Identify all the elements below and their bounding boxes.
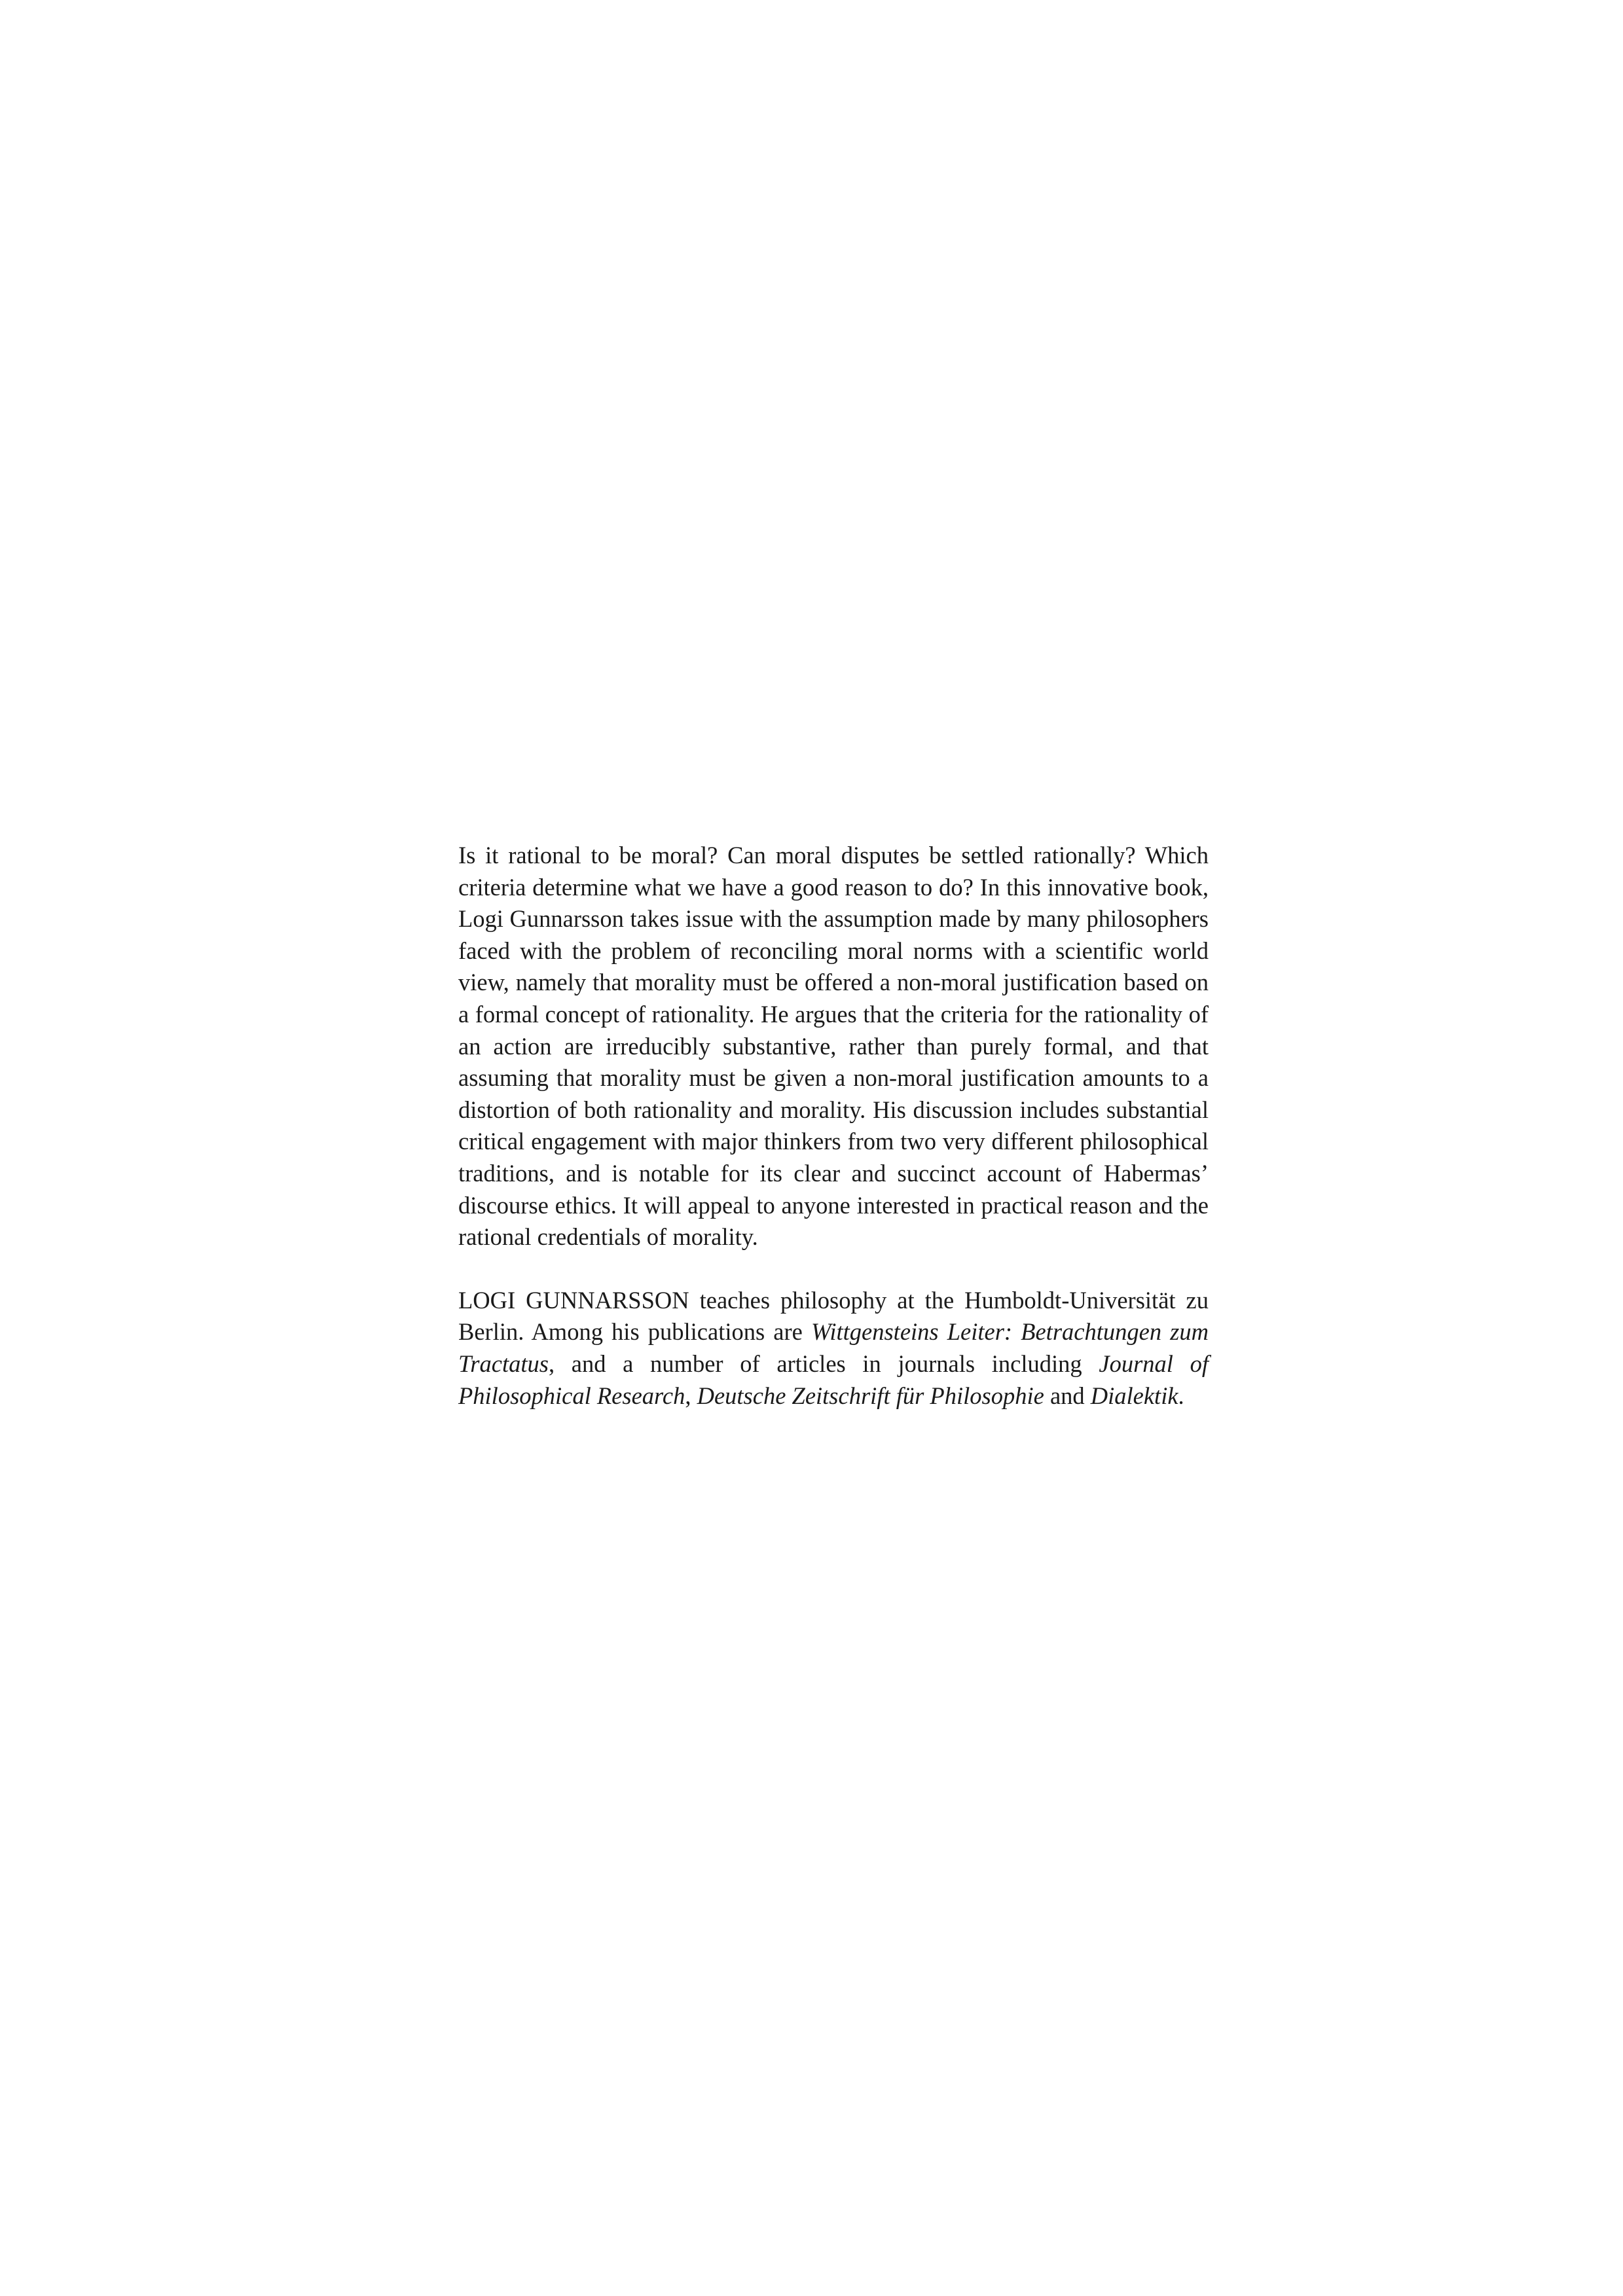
bio-text: teaches philosophy at the Humboldt-Universität zu Berlin. Among his publications are: [458, 1286, 1209, 1346]
publication-title: Wittgensteins Leiter: Betrachtungen zum Tractatus: [458, 1318, 1209, 1377]
bio-text: and: [1044, 1382, 1091, 1409]
book-description: Is it rational to be moral? Can moral disputes be settled rationally? Which criteria determine what we have a good reason to do? In this innovative book, Logi Gunnarsson takes issue with the assumption made by many philosophers faced with the problem of reconciling moral norms with a scientific world view, namely that morality must be offered a non-moral justification based on a formal concept of rationality. He argues that the criteria for the rationality of an action are irreducibly substantive, rather than purely formal, and that assuming that morality must be given a non-moral justification amounts to a distortion of both rationality and morality. His discussion includes substantial critical engagement with major thinkers from two very different philosophical traditions, and is notable for its clear and succinct account of Habermas’ discourse ethics. It will appeal to anyone interested in practical reason and the rational credentials of morality.: [458, 842, 1209, 1251]
author-bio: [458, 1285, 1209, 1412]
author-name: LOGI GUNNARSSON: [458, 1286, 689, 1314]
bio-text: .: [1178, 1382, 1184, 1409]
journal-title: Journal of Philosophical Research: [458, 1350, 1209, 1409]
separator: ,: [685, 1382, 697, 1409]
journal-title: Dialektik: [1090, 1382, 1178, 1409]
bio-text: , and a number of articles in journals including: [548, 1350, 1099, 1377]
back-cover-text: [458, 840, 1209, 1412]
journal-title: Deutsche Zeitschrift für Philosophie: [697, 1382, 1044, 1409]
